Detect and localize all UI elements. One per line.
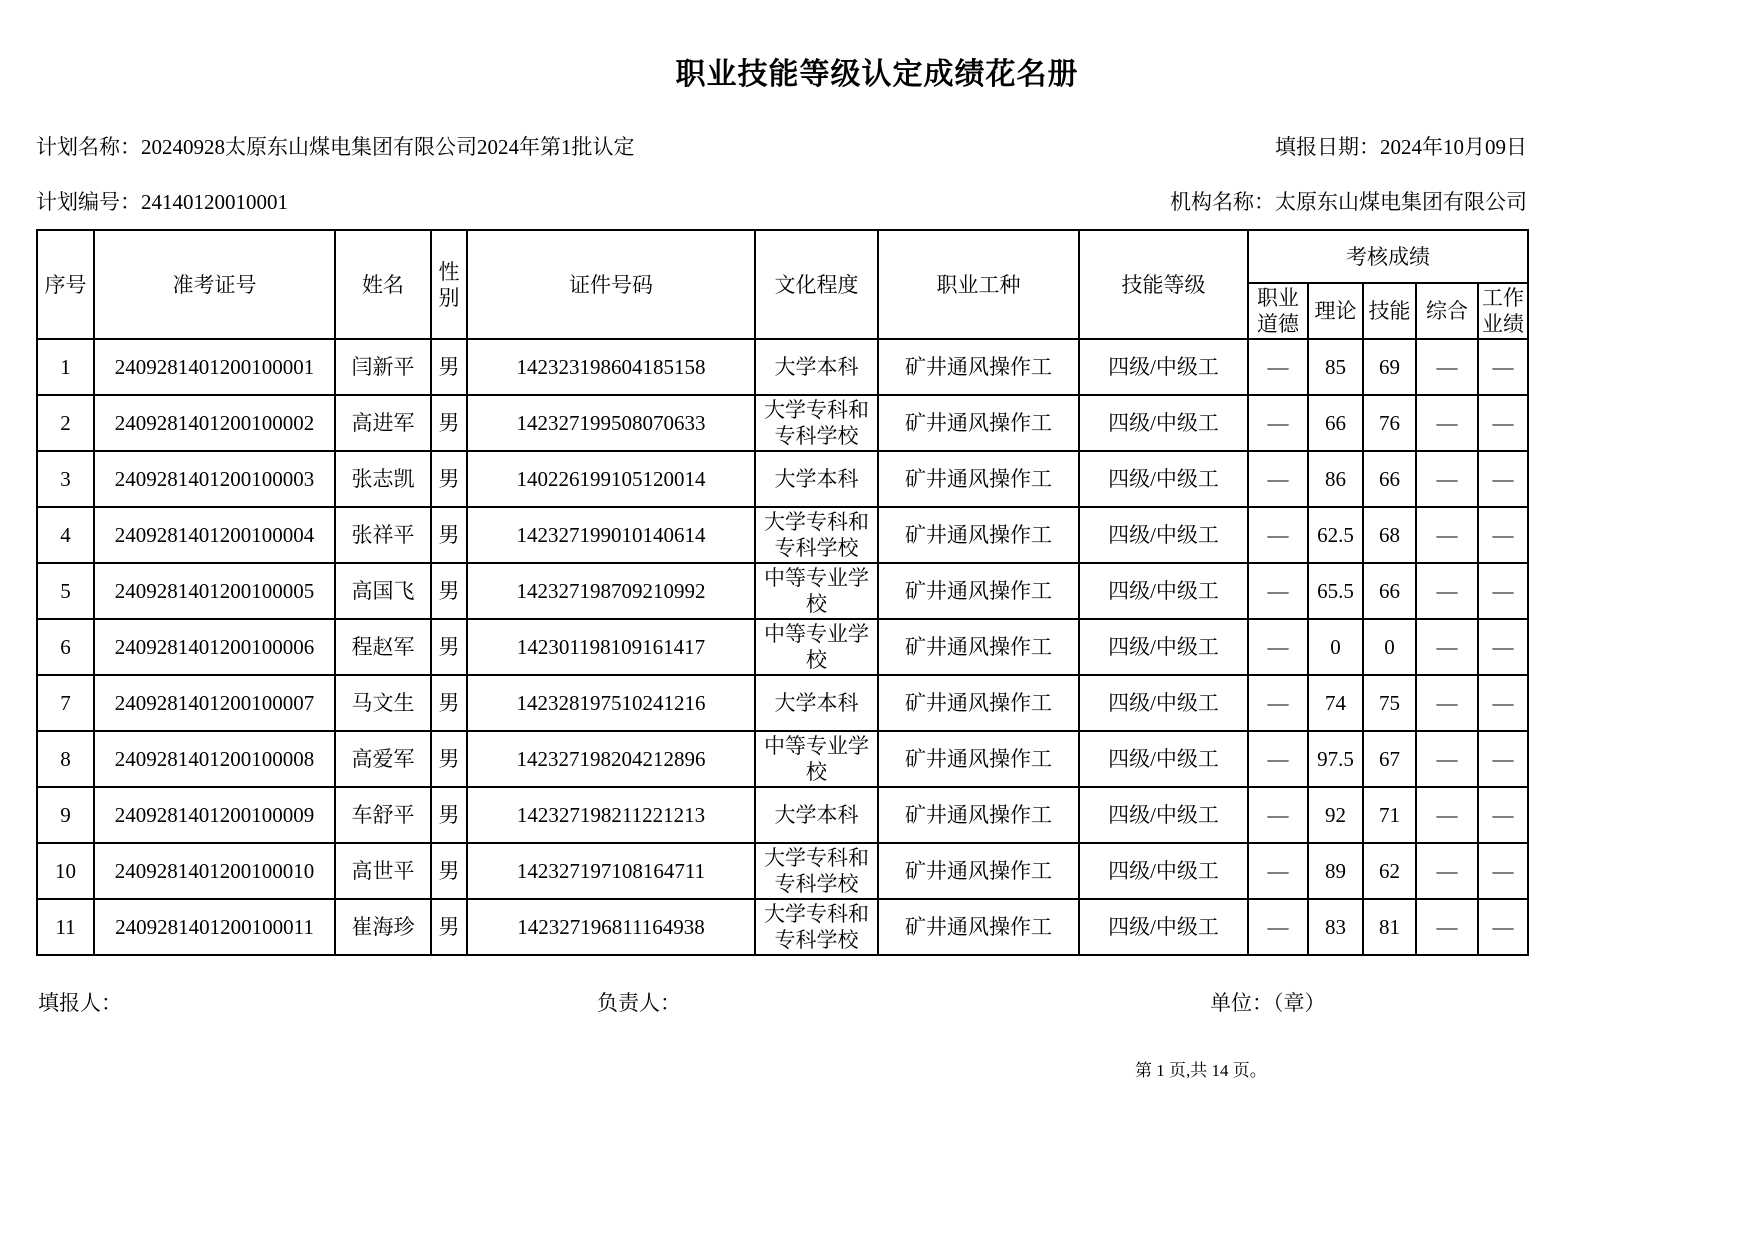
cell-ethics: — [1248, 731, 1308, 787]
cell-comprehensive: — [1416, 899, 1478, 955]
cell-theory: 83 [1308, 899, 1363, 955]
table-row [37, 507, 1528, 563]
cell-skill: 76 [1363, 395, 1416, 451]
cell-gender: 男 [431, 899, 467, 955]
cell-gender: 男 [431, 731, 467, 787]
cell-skill-level: 四级/中级工 [1079, 507, 1248, 563]
cell-gender: 男 [431, 339, 467, 395]
cell-comprehensive: — [1416, 395, 1478, 451]
cell-education: 大学本科 [755, 339, 878, 395]
cell-name: 马文生 [335, 675, 431, 731]
unit-seal-label: 单位：（章） [1210, 991, 1326, 1015]
col-header-skill: 技能 [1363, 283, 1416, 339]
table-row [37, 787, 1528, 843]
cell-comprehensive: — [1416, 563, 1478, 619]
cell-skill-level: 四级/中级工 [1079, 563, 1248, 619]
table-row [37, 451, 1528, 507]
cell-id-no: 142327198211221213 [467, 787, 755, 843]
cell-seq: 7 [37, 675, 94, 731]
cell-name: 张志凯 [335, 451, 431, 507]
cell-name: 程赵军 [335, 619, 431, 675]
cell-id-no: 142327197108164711 [467, 843, 755, 899]
cell-skill: 66 [1363, 451, 1416, 507]
cell-exam-no: 2409281401200100001 [94, 339, 335, 395]
cell-occupation: 矿井通风操作工 [878, 507, 1079, 563]
cell-id-no: 142327198204212896 [467, 731, 755, 787]
score-roster-table [36, 229, 1529, 956]
cell-education: 大学本科 [755, 451, 878, 507]
cell-education: 大学专科和专科学校 [755, 395, 878, 451]
cell-id-no: 142327196811164938 [467, 899, 755, 955]
cell-exam-no: 2409281401200100005 [94, 563, 335, 619]
col-header-skill-level: 技能等级 [1079, 230, 1248, 339]
col-header-ethics: 职业道德 [1248, 283, 1308, 339]
cell-skill: 69 [1363, 339, 1416, 395]
cell-work: — [1478, 395, 1528, 451]
cell-ethics: — [1248, 339, 1308, 395]
footer-signature-row [36, 987, 1527, 1014]
cell-gender: 男 [431, 787, 467, 843]
cell-name: 崔海珍 [335, 899, 431, 955]
cell-skill: 68 [1363, 507, 1416, 563]
cell-exam-no: 2409281401200100011 [94, 899, 335, 955]
page-title: 职业技能等级认定成绩花名册 [675, 57, 1079, 92]
cell-skill-level: 四级/中级工 [1079, 787, 1248, 843]
cell-seq: 8 [37, 731, 94, 787]
cell-exam-no: 2409281401200100002 [94, 395, 335, 451]
cell-comprehensive: — [1416, 339, 1478, 395]
cell-occupation: 矿井通风操作工 [878, 675, 1079, 731]
cell-ethics: — [1248, 675, 1308, 731]
cell-skill-level: 四级/中级工 [1079, 451, 1248, 507]
table-row [37, 619, 1528, 675]
cell-education: 中等专业学校 [755, 619, 878, 675]
cell-skill-level: 四级/中级工 [1079, 675, 1248, 731]
cell-skill-level: 四级/中级工 [1079, 339, 1248, 395]
col-header-gender: 性别 [431, 230, 467, 339]
cell-theory: 97.5 [1308, 731, 1363, 787]
plan-name-text: 计划名称：20240928太原东山煤电集团有限公司2024年第1批认定 [36, 135, 635, 159]
cell-skill: 0 [1363, 619, 1416, 675]
cell-exam-no: 2409281401200100006 [94, 619, 335, 675]
cell-gender: 男 [431, 843, 467, 899]
col-header-id-no: 证件号码 [467, 230, 755, 339]
cell-seq: 2 [37, 395, 94, 451]
col-header-education: 文化程度 [755, 230, 878, 339]
cell-theory: 66 [1308, 395, 1363, 451]
table-row [37, 843, 1528, 899]
cell-seq: 3 [37, 451, 94, 507]
cell-seq: 4 [37, 507, 94, 563]
cell-education: 大学专科和专科学校 [755, 507, 878, 563]
cell-education: 大学本科 [755, 675, 878, 731]
cell-name: 高国飞 [335, 563, 431, 619]
meta-row-2 [36, 189, 1527, 216]
cell-ethics: — [1248, 395, 1308, 451]
cell-exam-no: 2409281401200100007 [94, 675, 335, 731]
cell-comprehensive: — [1416, 451, 1478, 507]
cell-ethics: — [1248, 451, 1308, 507]
cell-occupation: 矿井通风操作工 [878, 843, 1079, 899]
cell-occupation: 矿井通风操作工 [878, 619, 1079, 675]
cell-theory: 92 [1308, 787, 1363, 843]
cell-education: 大学专科和专科学校 [755, 843, 878, 899]
cell-name: 高世平 [335, 843, 431, 899]
table-row [37, 899, 1528, 955]
cell-exam-no: 2409281401200100008 [94, 731, 335, 787]
cell-ethics: — [1248, 899, 1308, 955]
cell-skill: 66 [1363, 563, 1416, 619]
table-header [37, 230, 1528, 339]
cell-work: — [1478, 731, 1528, 787]
cell-work: — [1478, 843, 1528, 899]
cell-theory: 86 [1308, 451, 1363, 507]
table-row [37, 675, 1528, 731]
cell-name: 闫新平 [335, 339, 431, 395]
document-body [36, 134, 1527, 1082]
cell-work: — [1478, 675, 1528, 731]
cell-ethics: — [1248, 843, 1308, 899]
cell-ethics: — [1248, 619, 1308, 675]
cell-ethics: — [1248, 507, 1308, 563]
cell-id-no: 140226199105120014 [467, 451, 755, 507]
cell-work: — [1478, 787, 1528, 843]
cell-comprehensive: — [1416, 507, 1478, 563]
fill-date-text: 填报日期：2024年10月09日 [1275, 135, 1527, 159]
col-header-score-group: 考核成绩 [1248, 230, 1528, 283]
cell-gender: 男 [431, 563, 467, 619]
cell-work: — [1478, 619, 1528, 675]
table-row [37, 563, 1528, 619]
cell-id-no: 142327199508070633 [467, 395, 755, 451]
cell-comprehensive: — [1416, 731, 1478, 787]
cell-ethics: — [1248, 563, 1308, 619]
cell-comprehensive: — [1416, 787, 1478, 843]
cell-id-no: 142327199010140614 [467, 507, 755, 563]
cell-name: 高进军 [335, 395, 431, 451]
cell-skill: 75 [1363, 675, 1416, 731]
cell-theory: 62.5 [1308, 507, 1363, 563]
cell-comprehensive: — [1416, 619, 1478, 675]
cell-theory: 65.5 [1308, 563, 1363, 619]
cell-comprehensive: — [1416, 675, 1478, 731]
cell-id-no: 142301198109161417 [467, 619, 755, 675]
cell-work: — [1478, 507, 1528, 563]
cell-id-no: 142327198709210992 [467, 563, 755, 619]
table-row [37, 731, 1528, 787]
table-row [37, 395, 1528, 451]
cell-theory: 74 [1308, 675, 1363, 731]
cell-theory: 85 [1308, 339, 1363, 395]
cell-skill-level: 四级/中级工 [1079, 619, 1248, 675]
cell-skill: 62 [1363, 843, 1416, 899]
cell-occupation: 矿井通风操作工 [878, 451, 1079, 507]
cell-theory: 89 [1308, 843, 1363, 899]
cell-skill-level: 四级/中级工 [1079, 731, 1248, 787]
cell-occupation: 矿井通风操作工 [878, 731, 1079, 787]
col-header-comprehensive: 综合 [1416, 283, 1478, 339]
cell-education: 中等专业学校 [755, 563, 878, 619]
cell-skill: 67 [1363, 731, 1416, 787]
cell-gender: 男 [431, 451, 467, 507]
col-header-theory: 理论 [1308, 283, 1363, 339]
cell-skill-level: 四级/中级工 [1079, 843, 1248, 899]
org-name-text: 机构名称：太原东山煤电集团有限公司 [1170, 190, 1527, 214]
cell-seq: 9 [37, 787, 94, 843]
cell-exam-no: 2409281401200100009 [94, 787, 335, 843]
cell-work: — [1478, 451, 1528, 507]
cell-skill-level: 四级/中级工 [1079, 395, 1248, 451]
cell-occupation: 矿井通风操作工 [878, 563, 1079, 619]
col-header-work: 工作业绩 [1478, 283, 1528, 339]
cell-gender: 男 [431, 675, 467, 731]
cell-education: 大学本科 [755, 787, 878, 843]
cell-name: 张祥平 [335, 507, 431, 563]
cell-occupation: 矿井通风操作工 [878, 395, 1079, 451]
cell-work: — [1478, 339, 1528, 395]
col-header-occupation: 职业工种 [878, 230, 1079, 339]
table-body [37, 339, 1528, 955]
cell-skill-level: 四级/中级工 [1079, 899, 1248, 955]
cell-occupation: 矿井通风操作工 [878, 339, 1079, 395]
cell-occupation: 矿井通风操作工 [878, 899, 1079, 955]
cell-gender: 男 [431, 395, 467, 451]
cell-education: 中等专业学校 [755, 731, 878, 787]
cell-name: 高爱军 [335, 731, 431, 787]
cell-seq: 11 [37, 899, 94, 955]
col-header-name: 姓名 [335, 230, 431, 339]
meta-row-1 [36, 134, 1527, 161]
cell-comprehensive: — [1416, 843, 1478, 899]
cell-theory: 0 [1308, 619, 1363, 675]
cell-gender: 男 [431, 507, 467, 563]
table-row [37, 339, 1528, 395]
plan-code-text: 计划编号：24140120010001 [36, 190, 288, 214]
cell-skill: 81 [1363, 899, 1416, 955]
filler-label: 填报人： [38, 991, 122, 1015]
cell-id-no: 142323198604185158 [467, 339, 755, 395]
cell-gender: 男 [431, 619, 467, 675]
cell-exam-no: 2409281401200100003 [94, 451, 335, 507]
cell-name: 车舒平 [335, 787, 431, 843]
cell-seq: 6 [37, 619, 94, 675]
cell-exam-no: 2409281401200100004 [94, 507, 335, 563]
cell-seq: 1 [37, 339, 94, 395]
col-header-seq: 序号 [37, 230, 94, 339]
cell-seq: 10 [37, 843, 94, 899]
cell-exam-no: 2409281401200100010 [94, 843, 335, 899]
cell-education: 大学专科和专科学校 [755, 899, 878, 955]
page-number-info: 第 1 页,共 14 页。 [1135, 1061, 1267, 1080]
cell-skill: 71 [1363, 787, 1416, 843]
cell-seq: 5 [37, 563, 94, 619]
cell-work: — [1478, 563, 1528, 619]
cell-work: — [1478, 899, 1528, 955]
cell-ethics: — [1248, 787, 1308, 843]
responsible-label: 负责人： [597, 991, 681, 1015]
cell-occupation: 矿井通风操作工 [878, 787, 1079, 843]
col-header-exam-no: 准考证号 [94, 230, 335, 339]
cell-id-no: 142328197510241216 [467, 675, 755, 731]
